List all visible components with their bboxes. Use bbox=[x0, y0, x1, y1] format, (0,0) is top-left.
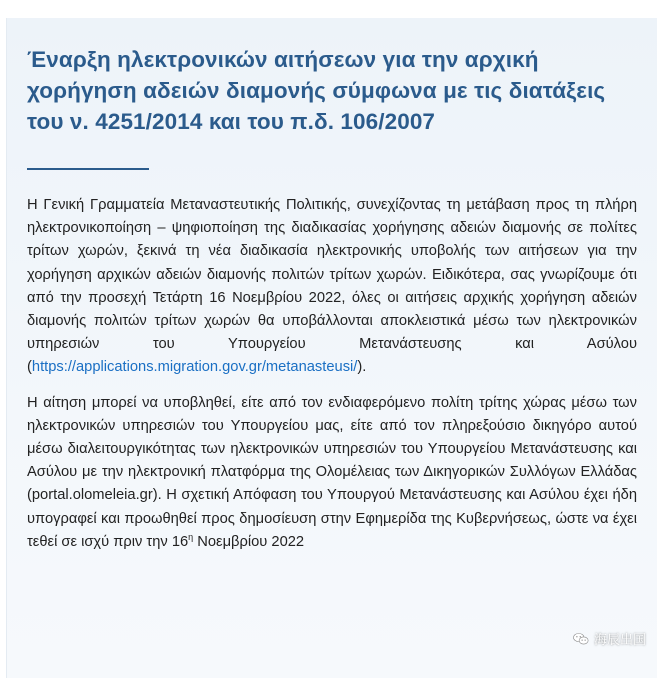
paragraph-1 bbox=[27, 194, 637, 380]
wechat-icon bbox=[572, 630, 590, 648]
paragraph-1-open-paren: ( bbox=[27, 359, 32, 376]
title-underline-divider bbox=[27, 168, 149, 170]
paragraph-1-close: ). bbox=[357, 359, 367, 376]
paragraph-2-end: Νοεμβρίου 2022 bbox=[193, 533, 305, 550]
paragraph-2-text: Η αίτηση μπορεί να υποβληθεί, είτε από τον ενδιαφερόμενο πολίτη τρίτης χώρας μέσω των ηλεκτρονικών υπηρεσιών του Υπουργείου μας, είτε από τον πληρεξούσιο δικηγόρο αυτού μέσω διαλειτουργικότητας των ηλεκτρονικών υπηρεσιών του Υπουργείου Μετανάστευσης και Ασύλου με την ηλεκτρονική πλατφόρμα της Ολομέλειας των Δικηγορικών Συλλόγων Ελλάδας (portal.olomeleia.gr). Η σχετική Απόφαση του Υπουργού Μετανάστευσης και Ασύλου έχει ήδη υπογραφεί και προωθηθεί προς δημοσίευση στην Εφημερίδα της Κυβερνήσεως, ώστε να έχει τεθεί σε ισχύ πριν την 16 bbox=[27, 394, 637, 550]
paragraph-2 bbox=[27, 392, 637, 554]
article-title: Έναρξη ηλεκτρονικών αιτήσεων για την αρχική χορήγηση αδειών διαμονής σύμφωνα με τις διατάξεις του ν. 4251/2014 και του π.δ. 106/2007 bbox=[27, 47, 606, 134]
paragraph-1-text: Η Γενική Γραμματεία Μεταναστευτικής Πολιτικής, συνεχίζοντας τη μετάβαση προς τη πλήρη ηλεκτρονικοποίηση – ψηφιοποίηση της διαδικασίας χορήγησης αδειών διαμονής σε πολίτες τρίτων χωρών, ξεκινά τη νέα διαδικασία ηλεκτρονικής υποβολής των αιτήσεων για την χορήγηση αρχικών αδειών διαμονής πολιτών τρίτων χωρών. Ειδικότερα, σας γνωρίζουμε ότι από την προσεχή Τετάρτη 16 Νοεμβρίου 2022, όλες οι αιτήσεις αρχικής χορήγηση αδειών διαμονής πολιτών τρίτων χωρών θα υποβάλλονται αποκλειστικά μέσω των ηλεκτρονικών υπηρεσιών του Υπουργείου Μετανάστευσης και Ασύλου bbox=[27, 197, 637, 353]
article-body bbox=[27, 194, 637, 566]
watermark bbox=[572, 629, 646, 648]
paragraph-2-superscript: η bbox=[188, 531, 194, 542]
article-card bbox=[6, 18, 657, 678]
watermark-label: 海辰出国 bbox=[593, 633, 646, 648]
applications-migration-link[interactable]: https://applications.migration.gov.gr/metanasteusi/ bbox=[31, 359, 358, 376]
